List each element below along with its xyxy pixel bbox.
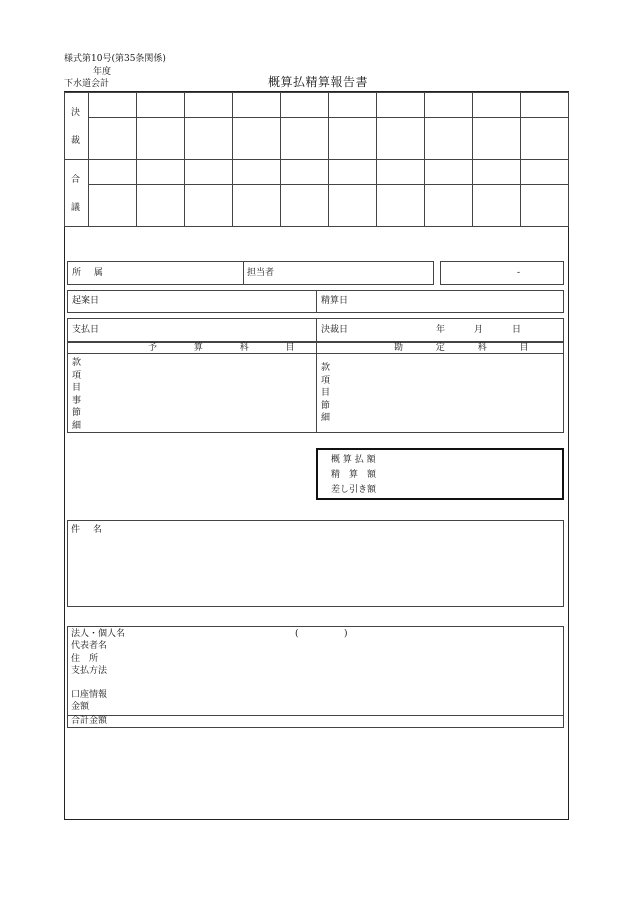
stamp-cell[interactable] <box>89 93 137 118</box>
stamp-cell[interactable] <box>425 93 473 118</box>
paren-close: ) <box>344 629 348 639</box>
stamp-cell[interactable] <box>233 160 281 185</box>
divider <box>316 342 317 433</box>
stamp-cell[interactable] <box>425 118 473 160</box>
stamp-cell[interactable] <box>329 118 377 160</box>
paren-open: ( <box>295 629 299 639</box>
settlement-date-label[interactable]: 精算日 <box>321 296 349 306</box>
document-number-box[interactable] <box>440 261 564 285</box>
bank-info-label[interactable]: 口座情報 <box>71 690 108 700</box>
consult-label-cell <box>65 160 89 227</box>
divider <box>67 715 564 716</box>
department-label: 所 属 <box>72 268 108 278</box>
subject-box[interactable] <box>67 520 564 607</box>
address-label[interactable]: 住 所 <box>71 654 99 664</box>
consult-char-1: 合 <box>71 175 81 185</box>
page-title: 概算払精算報告書 <box>268 75 369 89</box>
fiscal-year-label: 年度 <box>93 67 112 77</box>
corp-name-label[interactable]: 法人・個人名 <box>71 629 126 639</box>
stamp-cell[interactable] <box>137 160 185 185</box>
stamp-cell[interactable] <box>281 93 329 118</box>
stamp-cell[interactable] <box>89 160 137 185</box>
consult-char-2: 議 <box>71 203 81 213</box>
stamp-cell[interactable] <box>473 118 521 160</box>
stamp-cell[interactable] <box>281 160 329 185</box>
stamp-cell[interactable] <box>89 118 137 160</box>
amount-label[interactable]: 金額 <box>71 702 90 712</box>
stamp-cell[interactable] <box>185 160 233 185</box>
stamp-cell[interactable] <box>185 185 233 227</box>
stamp-cell[interactable] <box>425 160 473 185</box>
stamp-cell[interactable] <box>521 118 569 160</box>
total-label[interactable]: 合計金額 <box>71 716 108 726</box>
year-label: 年 <box>436 325 446 335</box>
stamp-cell[interactable] <box>329 185 377 227</box>
budget-header: 予 算 科 目 <box>148 343 312 353</box>
decision-date-label[interactable]: 決裁日 <box>321 325 349 335</box>
draft-date-label[interactable]: 起案日 <box>72 296 100 306</box>
divider <box>316 318 317 342</box>
settlement-amount-label: 精 算 額 <box>331 470 377 480</box>
stamp-cell[interactable] <box>233 118 281 160</box>
stamp-cell[interactable] <box>281 185 329 227</box>
stamp-cell[interactable] <box>473 93 521 118</box>
payment-date-label[interactable]: 支払日 <box>72 325 100 335</box>
stamp-cell[interactable] <box>233 185 281 227</box>
stamp-cell[interactable] <box>281 118 329 160</box>
stamp-cell[interactable] <box>233 93 281 118</box>
stamp-cell[interactable] <box>185 93 233 118</box>
decision-label-cell <box>65 93 89 160</box>
stamp-cell[interactable] <box>473 160 521 185</box>
form-number: 様式第10号(第35条関係) <box>64 54 166 64</box>
stamp-cell[interactable] <box>137 185 185 227</box>
stamp-cell[interactable] <box>329 93 377 118</box>
decision-char-1: 決 <box>71 108 81 118</box>
stamp-cell[interactable] <box>377 160 425 185</box>
divider <box>316 290 317 313</box>
decision-char-2: 裁 <box>71 136 81 146</box>
number-separator: - <box>517 268 521 278</box>
person-label: 担当者 <box>247 268 275 278</box>
difference-label: 差し引き額 <box>331 485 377 495</box>
account-label: 下水道会計 <box>64 79 110 89</box>
stamp-cell[interactable] <box>185 118 233 160</box>
approval-grid <box>64 92 569 227</box>
month-label: 月 <box>474 325 484 335</box>
account-subject-items: 款 項 目 節 細 <box>321 363 331 423</box>
day-label: 日 <box>512 325 522 335</box>
subject-label: 件 名 <box>71 525 107 535</box>
stamp-cell[interactable] <box>137 93 185 118</box>
estimated-payment-label: 概 算 払 額 <box>331 455 376 465</box>
payment-method-label[interactable]: 支払方法 <box>71 666 108 676</box>
budget-items: 款 項 目 事 節 細 <box>72 358 82 431</box>
stamp-cell[interactable] <box>377 118 425 160</box>
stamp-cell[interactable] <box>89 185 137 227</box>
stamp-cell[interactable] <box>521 185 569 227</box>
stamp-cell[interactable] <box>377 185 425 227</box>
stamp-cell[interactable] <box>329 160 377 185</box>
stamp-cell[interactable] <box>521 93 569 118</box>
stamp-cell[interactable] <box>137 118 185 160</box>
account-subject-header: 勘 定 科 目 <box>394 343 544 353</box>
representative-label[interactable]: 代表者名 <box>71 641 108 651</box>
stamp-cell[interactable] <box>425 185 473 227</box>
stamp-cell[interactable] <box>473 185 521 227</box>
payee-box <box>67 626 564 728</box>
stamp-cell[interactable] <box>377 93 425 118</box>
divider <box>243 261 244 285</box>
stamp-cell[interactable] <box>521 160 569 185</box>
